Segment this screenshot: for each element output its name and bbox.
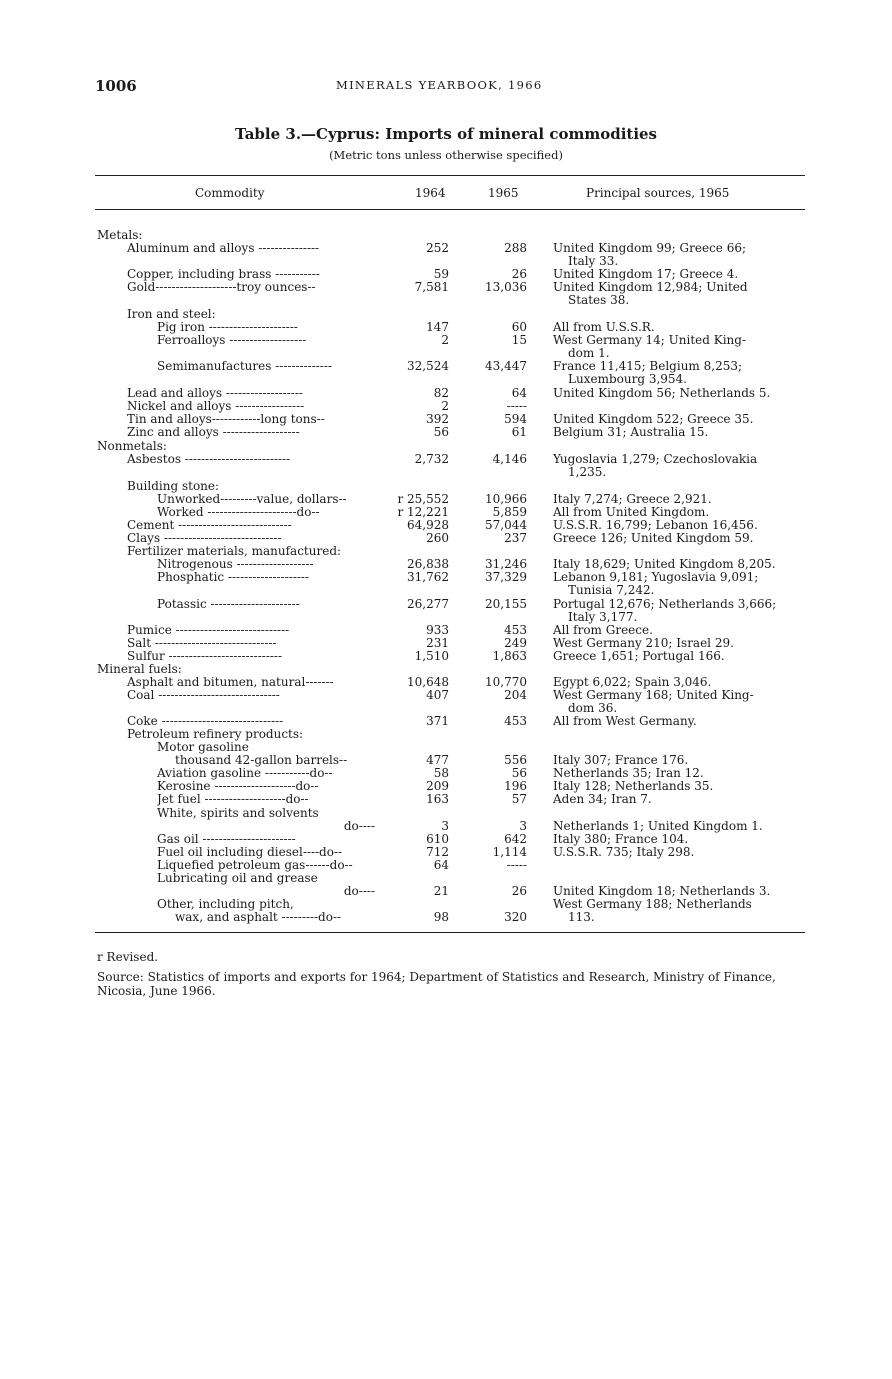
table-row: [0, 649, 892, 663]
commodity-name: Fuel oil including diesel----do--: [157, 845, 343, 859]
commodity-name: Ferroalloys -------------------: [157, 333, 307, 347]
principal-sources: Italy 18,629; United Kingdom 8,205.: [553, 557, 776, 571]
commodity-name: Coal ------------------------------: [127, 688, 280, 702]
principal-sources: Lebanon 9,181; Yugoslavia 9,091;: [553, 570, 759, 584]
principal-sources: Italy 380; France 104.: [553, 832, 689, 846]
principal-sources: Greece 126; United Kingdom 59.: [553, 531, 754, 545]
table-row: [0, 531, 892, 545]
commodity-name: Sulfur ----------------------------: [127, 649, 283, 663]
commodity-name: Nickel and alloys -----------------: [127, 399, 305, 413]
value-1965: 594: [504, 412, 527, 426]
principal-sources: United Kingdom 522; Greece 35.: [553, 412, 754, 426]
commodity-name: thousand 42-gallon barrels--: [175, 753, 348, 767]
value-1965: -----: [506, 858, 527, 872]
table-row: [0, 372, 892, 386]
table-row: [0, 623, 892, 637]
value-1964: 1,510: [414, 649, 449, 663]
value-1965: 642: [504, 832, 527, 846]
table-bottom-rule: [95, 932, 805, 933]
table-row: [0, 505, 892, 519]
principal-sources: United Kingdom 56; Netherlands 5.: [553, 386, 771, 400]
commodity-name: Salt ------------------------------: [127, 636, 277, 650]
value-1964: 477: [426, 753, 449, 767]
table-row: [0, 425, 892, 439]
value-1964: 392: [426, 412, 449, 426]
table-title: Table 3.—Cyprus: Imports of mineral commodities: [234, 125, 658, 143]
table-row: [0, 583, 892, 597]
table-row: [0, 452, 892, 466]
commodity-name: Aluminum and alloys ---------------: [127, 241, 320, 255]
principal-sources: Belgium 31; Australia 15.: [553, 425, 709, 439]
principal-sources: United Kingdom 99; Greece 66;: [553, 241, 747, 255]
principal-sources: dom 1.: [568, 346, 610, 360]
table-row: [0, 779, 892, 793]
principal-sources: U.S.S.R. 735; Italy 298.: [553, 845, 695, 859]
table-row: [0, 701, 892, 715]
principal-sources: Luxembourg 3,954.: [568, 372, 687, 386]
value-1964: 3: [441, 819, 449, 833]
commodity-name: White, spirits and solvents: [157, 806, 319, 820]
commodity-name: Building stone:: [127, 479, 220, 493]
table-row: [0, 832, 892, 846]
commodity-name: Potassic ----------------------: [157, 597, 300, 611]
value-1965: 1,114: [492, 845, 527, 859]
page-number: 1006: [95, 77, 137, 95]
table-row: [0, 675, 892, 689]
commodity-name: Asbestos --------------------------: [127, 452, 291, 466]
commodity-name: Pumice ----------------------------: [127, 623, 290, 637]
commodity-name: Iron and steel:: [127, 307, 216, 321]
commodity-name: Worked ----------------------do--: [157, 505, 320, 519]
table-row: [0, 320, 892, 334]
commodity-name: Phosphatic --------------------: [157, 570, 310, 584]
commodity-name: Gold--------------------troy ounces--: [127, 280, 316, 294]
table-row: [0, 293, 892, 307]
value-1964: r 12,221: [397, 505, 449, 519]
value-1964: 371: [426, 714, 449, 728]
table-row: [0, 570, 892, 584]
commodity-name: Petroleum refinery products:: [127, 727, 304, 741]
table-row: [0, 884, 892, 898]
commodity-name: Motor gasoline: [157, 740, 249, 754]
commodity-name: Lubricating oil and grease: [157, 871, 318, 885]
table-row: [0, 346, 892, 360]
column-header-1965: 1965: [488, 186, 519, 200]
value-1965: 237: [504, 531, 527, 545]
value-1964: 10,648: [407, 675, 449, 689]
value-1965: 453: [504, 714, 527, 728]
commodity-name: Zinc and alloys -------------------: [127, 425, 300, 439]
principal-sources: All from U.S.S.R.: [553, 320, 655, 334]
value-1964: 26,838: [407, 557, 449, 571]
table-row: [0, 766, 892, 780]
value-1964: 31,762: [407, 570, 449, 584]
commodity-name: Semimanufactures --------------: [157, 359, 332, 373]
value-1964: 407: [426, 688, 449, 702]
value-1964: 231: [426, 636, 449, 650]
commodity-name: Pig iron ----------------------: [157, 320, 298, 334]
commodity-name: Tin and alloys------------long tons--: [127, 412, 325, 426]
commodity-name: Clays -----------------------------: [127, 531, 282, 545]
value-1965: 3: [519, 819, 527, 833]
principal-sources: United Kingdom 18; Netherlands 3.: [553, 884, 771, 898]
value-1964: 56: [433, 425, 449, 439]
commodity-name: Gas oil -----------------------: [157, 832, 296, 846]
table-row: [0, 792, 892, 806]
table-row: [0, 662, 892, 676]
value-1964: 98: [433, 910, 449, 924]
column-header-commodity: Commodity: [195, 186, 265, 200]
principal-sources: 113.: [568, 910, 595, 924]
commodity-name: Lead and alloys -------------------: [127, 386, 303, 400]
value-1964: 64: [433, 858, 449, 872]
value-1965: 60: [511, 320, 527, 334]
table-row: [0, 740, 892, 754]
commodity-name: Cement ----------------------------: [127, 518, 292, 532]
value-1965: 20,155: [485, 597, 527, 611]
table-row: [0, 518, 892, 532]
principal-sources: States 38.: [568, 293, 630, 307]
commodity-name: do----: [343, 819, 375, 833]
value-1964: 147: [426, 320, 449, 334]
table-row: [0, 479, 892, 493]
column-header-1964: 1964: [415, 186, 446, 200]
commodity-name: Metals:: [97, 228, 143, 242]
value-1964: 64,928: [407, 518, 449, 532]
value-1965: 26: [511, 884, 527, 898]
principal-sources: Italy 3,177.: [568, 610, 638, 624]
table-row: [0, 359, 892, 373]
value-1964: 59: [433, 267, 449, 281]
value-1965: 249: [504, 636, 527, 650]
principal-sources: All from Greece.: [553, 623, 653, 637]
value-1965: 64: [511, 386, 527, 400]
table-row: [0, 492, 892, 506]
table-row: [0, 386, 892, 400]
table-top-rule: [95, 175, 805, 176]
value-1964: 712: [426, 845, 449, 859]
commodity-name: Kerosine --------------------do--: [157, 779, 319, 793]
commodity-name: Aviation gasoline -----------do--: [157, 766, 333, 780]
table-row: [0, 597, 892, 611]
commodity-name: do----: [343, 884, 375, 898]
table-row: [0, 307, 892, 321]
table-row: [0, 688, 892, 702]
value-1964: 610: [426, 832, 449, 846]
value-1965: 5,859: [492, 505, 527, 519]
principal-sources: West Germany 14; United King-: [553, 333, 747, 347]
commodity-name: Copper, including brass -----------: [127, 267, 320, 281]
footnote-source: Source: Statistics of imports and exports for 1964; Department of Statistics and Research, Ministry of Finance, Nicosia, June 1966.: [97, 970, 776, 998]
value-1964: r 25,552: [397, 492, 449, 506]
commodity-name: Nitrogenous -------------------: [157, 557, 314, 571]
table-row: [0, 897, 892, 911]
table-subtitle: (Metric tons unless otherwise specified): [329, 148, 563, 162]
commodity-name: Asphalt and bitumen, natural-------: [127, 675, 334, 689]
table-row: [0, 910, 892, 924]
principal-sources: Italy 33.: [568, 254, 619, 268]
table-row: [0, 871, 892, 885]
value-1964: 2: [441, 333, 449, 347]
footnote-revised: r Revised.: [97, 950, 159, 964]
principal-sources: Netherlands 35; Iran 12.: [553, 766, 704, 780]
principal-sources: Egypt 6,022; Spain 3,046.: [553, 675, 712, 689]
value-1965: 4,146: [492, 452, 527, 466]
value-1965: 13,036: [485, 280, 527, 294]
column-header-sources: Principal sources, 1965: [586, 186, 730, 200]
value-1964: 2,732: [414, 452, 449, 466]
commodity-name: wax, and asphalt ---------do--: [175, 910, 342, 924]
value-1965: 57,044: [485, 518, 527, 532]
table-row: [0, 439, 892, 453]
value-1965: 288: [504, 241, 527, 255]
table-row: [0, 333, 892, 347]
value-1965: 453: [504, 623, 527, 637]
commodity-name: Unworked---------value, dollars--: [157, 492, 347, 506]
table-row: [0, 753, 892, 767]
principal-sources: Italy 7,274; Greece 2,921.: [553, 492, 712, 506]
table-row: [0, 557, 892, 571]
principal-sources: United Kingdom 17; Greece 4.: [553, 267, 739, 281]
value-1965: 56: [511, 766, 527, 780]
value-1965: 57: [511, 792, 527, 806]
header-bottom-rule: [95, 209, 805, 210]
table-row: [0, 636, 892, 650]
table-row: [0, 858, 892, 872]
principal-sources: Italy 307; France 176.: [553, 753, 689, 767]
principal-sources: France 11,415; Belgium 8,253;: [553, 359, 743, 373]
principal-sources: All from United Kingdom.: [553, 505, 710, 519]
value-1964: 7,581: [414, 280, 449, 294]
value-1965: 10,966: [485, 492, 527, 506]
value-1965: 320: [504, 910, 527, 924]
table-row: [0, 280, 892, 294]
table-row: [0, 845, 892, 859]
table-row: [0, 819, 892, 833]
table-row: [0, 228, 892, 242]
principal-sources: West Germany 210; Israel 29.: [553, 636, 734, 650]
value-1964: 163: [426, 792, 449, 806]
value-1965: 31,246: [485, 557, 527, 571]
value-1964: 252: [426, 241, 449, 255]
principal-sources: Portugal 12,676; Netherlands 3,666;: [553, 597, 777, 611]
value-1965: 37,329: [485, 570, 527, 584]
value-1964: 260: [426, 531, 449, 545]
value-1965: -----: [506, 399, 527, 413]
table-row: [0, 254, 892, 268]
table-row: [0, 727, 892, 741]
principal-sources: U.S.S.R. 16,799; Lebanon 16,456.: [553, 518, 758, 532]
principal-sources: Greece 1,651; Portugal 166.: [553, 649, 725, 663]
principal-sources: Tunisia 7,242.: [568, 583, 655, 597]
commodity-name: Other, including pitch,: [157, 897, 294, 911]
table-row: [0, 610, 892, 624]
value-1965: 15: [511, 333, 527, 347]
commodity-name: Nonmetals:: [97, 439, 167, 453]
value-1965: 26: [511, 267, 527, 281]
table-row: [0, 544, 892, 558]
value-1965: 1,863: [492, 649, 527, 663]
running-title: MINERALS YEARBOOK, 1966: [336, 78, 543, 92]
value-1964: 58: [433, 766, 449, 780]
commodity-name: Coke ------------------------------: [127, 714, 284, 728]
commodity-name: Mineral fuels:: [97, 662, 182, 676]
table-row: [0, 399, 892, 413]
principal-sources: Yugoslavia 1,279; Czechoslovakia: [553, 452, 758, 466]
principal-sources: Netherlands 1; United Kingdom 1.: [553, 819, 763, 833]
table-row: [0, 465, 892, 479]
value-1965: 196: [504, 779, 527, 793]
table-row: [0, 714, 892, 728]
value-1964: 32,524: [407, 359, 449, 373]
value-1964: 933: [426, 623, 449, 637]
table-row: [0, 241, 892, 255]
principal-sources: United Kingdom 12,984; United: [553, 280, 748, 294]
value-1965: 204: [504, 688, 527, 702]
value-1965: 556: [504, 753, 527, 767]
value-1965: 43,447: [485, 359, 527, 373]
value-1964: 82: [433, 386, 449, 400]
commodity-name: Liquefied petroleum gas------do--: [157, 858, 353, 872]
principal-sources: 1,235.: [568, 465, 607, 479]
value-1964: 26,277: [407, 597, 449, 611]
table-row: [0, 412, 892, 426]
commodity-name: Jet fuel --------------------do--: [157, 792, 309, 806]
value-1965: 10,770: [485, 675, 527, 689]
principal-sources: All from West Germany.: [553, 714, 697, 728]
value-1965: 61: [511, 425, 527, 439]
value-1964: 2: [441, 399, 449, 413]
table-row: [0, 806, 892, 820]
principal-sources: dom 36.: [568, 701, 618, 715]
table-row: [0, 267, 892, 281]
commodity-name: Fertilizer materials, manufactured:: [127, 544, 342, 558]
principal-sources: West Germany 168; United King-: [553, 688, 754, 702]
value-1964: 21: [433, 884, 449, 898]
value-1964: 209: [426, 779, 449, 793]
principal-sources: West Germany 188; Netherlands: [553, 897, 752, 911]
principal-sources: Aden 34; Iran 7.: [553, 792, 652, 806]
principal-sources: Italy 128; Netherlands 35.: [553, 779, 714, 793]
